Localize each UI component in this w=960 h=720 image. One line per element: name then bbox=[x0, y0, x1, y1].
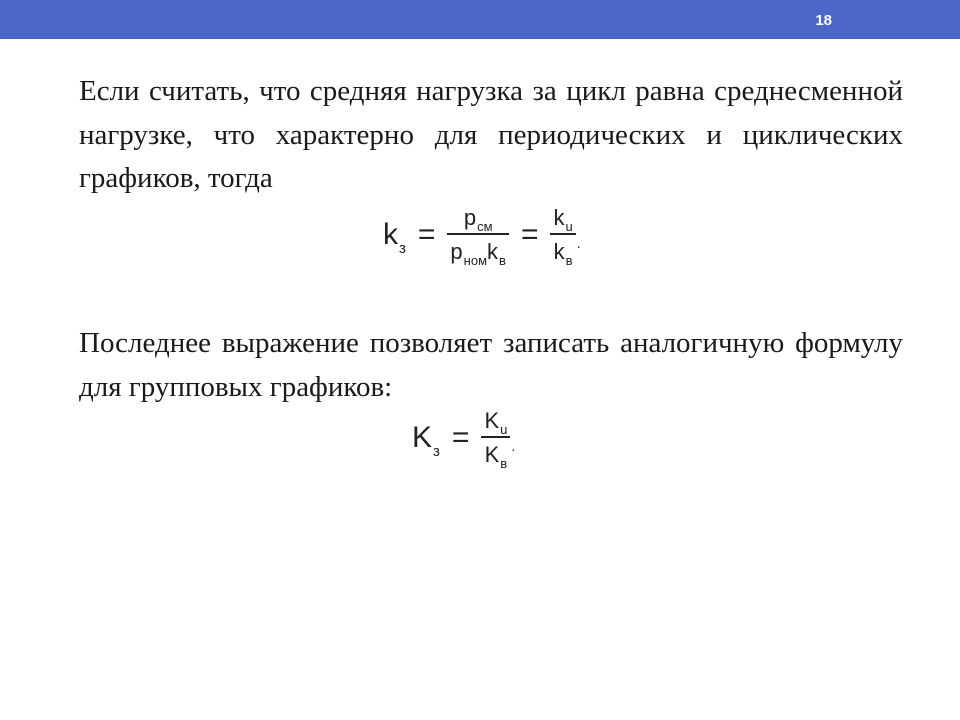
paragraph-group: Последнее выражение позволяет записать аналогичную формулу для групповых графиков: bbox=[79, 327, 903, 403]
formula-load-factor bbox=[383, 205, 581, 268]
formula1-frac2-numerator: $k_u$ bbox=[553, 205, 573, 234]
page-number: 18 bbox=[815, 12, 832, 29]
formula1-fraction-coeff bbox=[550, 205, 575, 268]
formula2-period: . bbox=[511, 438, 516, 454]
formula1-equals-1: = bbox=[417, 218, 436, 251]
formula1-equals-2: = bbox=[520, 218, 539, 251]
formula-group-load-factor bbox=[412, 408, 516, 471]
formula2-denominator: $K_в$ bbox=[484, 442, 508, 471]
formula1-period: . bbox=[576, 235, 581, 251]
formula1-frac1-denominator: $p_{ном}k_в$ bbox=[450, 239, 506, 268]
header-bar bbox=[0, 0, 960, 39]
formula2-numerator: $K_u$ bbox=[484, 408, 508, 437]
formula2-equals: = bbox=[451, 421, 470, 454]
formula1-lhs: $k_з$ bbox=[383, 218, 406, 257]
formula1-frac2-denominator: $k_в$ bbox=[553, 239, 573, 268]
formula1-frac1-numerator: $p_{см}$ bbox=[463, 205, 493, 234]
formula1-fraction-power bbox=[447, 205, 509, 268]
formula2-fraction bbox=[481, 408, 510, 471]
paragraph-intro: Если считать, что средняя нагрузка за цикл равна среднесменной нагрузке, что характерно для периодических и циклических графиков, тогда bbox=[79, 75, 903, 194]
formula2-lhs: $K_з$ bbox=[412, 421, 440, 460]
